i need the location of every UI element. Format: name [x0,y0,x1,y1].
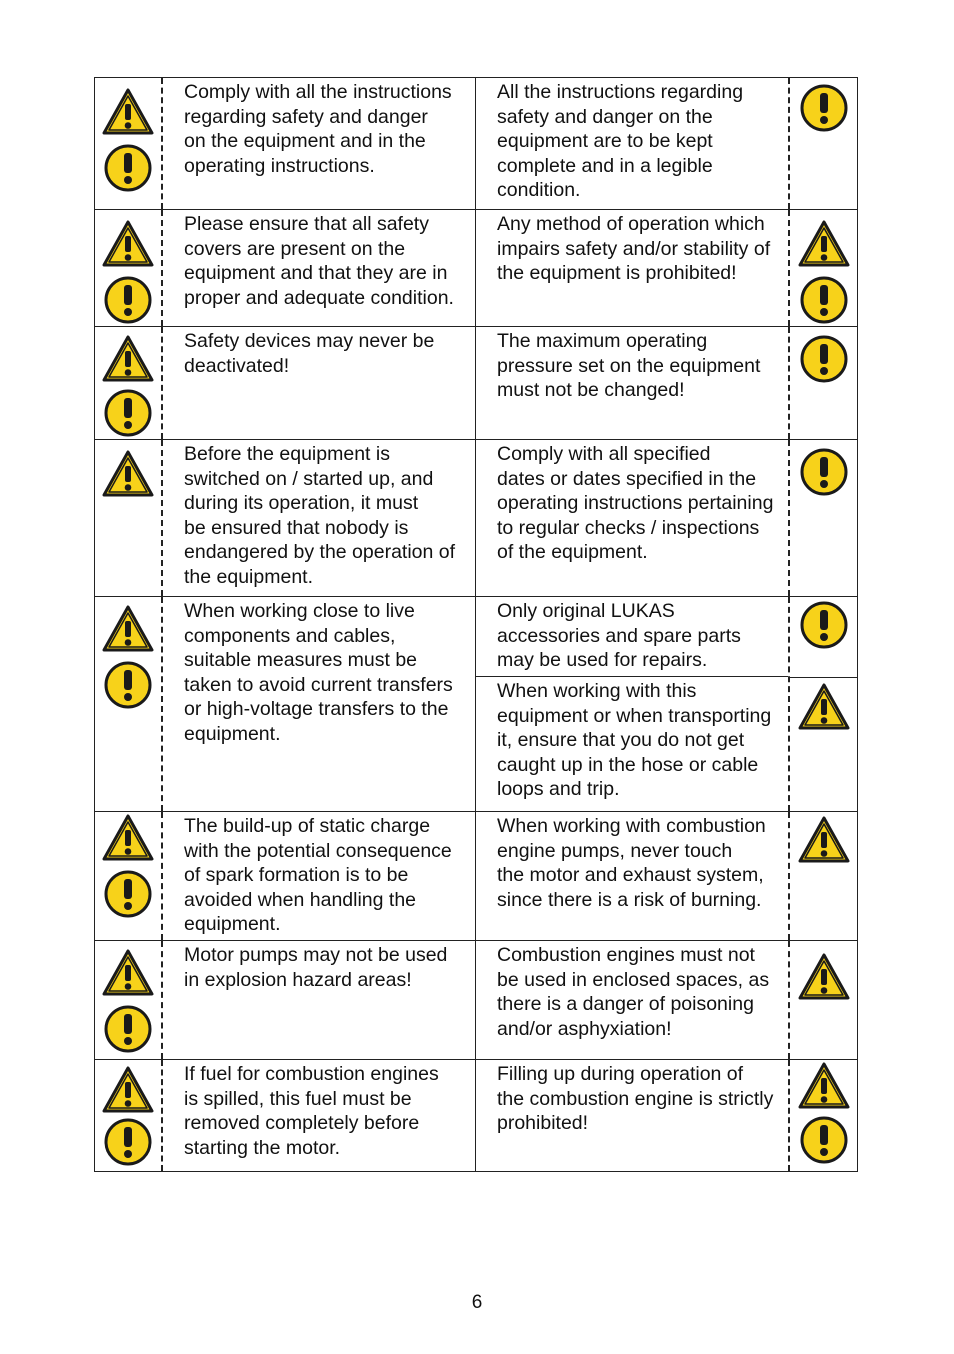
table-row [95,597,857,812]
instruction-text: Combustion engines must not be used in enclosed spaces, as there is a danger of poisoning and/or asphyxiation! [497,944,770,1040]
instruction-text: If fuel for combustion engines is spilled, this fuel must be removed completely before starting the motor. [184,1063,439,1159]
right-subcell-bottom [476,677,788,811]
warning-triangle-icon [102,605,154,653]
right-icon-cell [790,597,857,811]
left-text-cell [163,440,476,596]
right-text-cell [476,941,790,1059]
warning-triangle-icon [102,814,154,862]
right-icon-cell [790,440,857,596]
left-text-cell [163,812,476,940]
instruction-text: Any method of operation which impairs safety and/or stability of the equipment is prohibited! [497,213,771,285]
instruction-text: All the instructions regarding safety and danger on the equipment are to be kept complete and in a legible condition. [497,81,744,202]
instruction-text: When working with combustion engine pumps, never touch the motor and exhaust system, since there is a risk of burning. [497,815,766,911]
mandatory-exclamation-icon [798,448,850,496]
right-text-cell [476,812,790,940]
table-row [95,327,857,440]
mandatory-exclamation-icon [102,1118,154,1166]
mandatory-exclamation-icon [102,1005,154,1053]
warning-triangle-icon [798,220,850,268]
right-icon-cell [790,327,857,439]
warning-triangle-icon [102,1066,154,1114]
warning-triangle-icon [798,1062,850,1110]
table-row [95,210,857,327]
table-row [95,78,857,210]
instruction-text: Safety devices may never be deactivated! [184,330,435,377]
right-text-cell [476,1060,790,1171]
left-text-cell [163,78,476,209]
instruction-text: The build-up of static charge with the potential consequence of spark formation is to be avoided when handling the equipment. [184,815,452,936]
mandatory-exclamation-icon [102,389,154,437]
table-row [95,941,857,1060]
mandatory-exclamation-icon [798,335,850,383]
right-text-cell [476,597,790,811]
warning-triangle-icon [102,949,154,997]
table-row [95,440,857,597]
left-text-cell [163,597,476,811]
warning-triangle-icon [798,816,850,864]
instruction-text: Filling up during operation of the combustion engine is strictly prohibited! [497,1063,774,1135]
warning-triangle-icon [102,450,154,498]
right-icon-cell [790,1060,857,1171]
right-text-cell [476,78,790,209]
mandatory-exclamation-icon [102,144,154,192]
right-icon-subcell-top [790,597,857,678]
instruction-text: When working with this equipment or when transporting it, ensure that you do not get caught up in the hose or cable loops and trip. [497,680,772,801]
table-row [95,812,857,941]
right-icon-cell [790,210,857,326]
left-icon-cell [95,941,163,1059]
right-text-cell [476,210,790,326]
left-icon-cell [95,210,163,326]
safety-instructions-table [94,77,858,1172]
mandatory-exclamation-icon [798,601,850,649]
instruction-text: Only original LUKAS accessories and spare parts may be used for repairs. [497,600,741,672]
left-text-cell [163,1060,476,1171]
mandatory-exclamation-icon [102,661,154,709]
instruction-text: Comply with all the instructions regarding safety and danger on the equipment and in the operating instructions. [184,81,452,177]
warning-triangle-icon [798,953,850,1001]
instruction-text: Motor pumps may not be used in explosion hazard areas! [184,944,448,991]
left-text-cell [163,210,476,326]
right-icon-cell [790,812,857,940]
left-icon-cell [95,812,163,940]
instruction-text: Please ensure that all safety covers are present on the equipment and that they are in proper and adequate condition. [184,213,454,309]
right-subcell-top [476,597,788,677]
right-icon-cell [790,78,857,209]
instruction-text: The maximum operating pressure set on the equipment must not be changed! [497,330,761,402]
right-text-cell [476,440,790,596]
right-text-cell [476,327,790,439]
mandatory-exclamation-icon [102,870,154,918]
warning-triangle-icon [102,335,154,383]
warning-triangle-icon [102,220,154,268]
left-icon-cell [95,1060,163,1171]
left-text-cell [163,327,476,439]
mandatory-exclamation-icon [798,84,850,132]
left-icon-cell [95,597,163,811]
right-icon-cell [790,941,857,1059]
mandatory-exclamation-icon [102,276,154,324]
left-icon-cell [95,327,163,439]
left-icon-cell [95,440,163,596]
left-icon-cell [95,78,163,209]
left-text-cell [163,941,476,1059]
instruction-text: Before the equipment is switched on / started up, and during its operation, it must be ensured that nobody is endangered by the operation of the equipment. [184,443,456,588]
instruction-text: Comply with all specified dates or dates specified in the operating instructions pertaining to regular checks / inspections of the equipment. [497,443,774,564]
instruction-text: When working close to live components and cables, suitable measures must be taken to avoid current transfers or high-voltage transfers to the equipment. [184,600,453,745]
page-number: 6 [471,1292,483,1313]
mandatory-exclamation-icon [798,1116,850,1164]
mandatory-exclamation-icon [798,276,850,324]
table-row [95,1060,857,1171]
warning-triangle-icon [102,88,154,136]
warning-triangle-icon [798,683,850,731]
